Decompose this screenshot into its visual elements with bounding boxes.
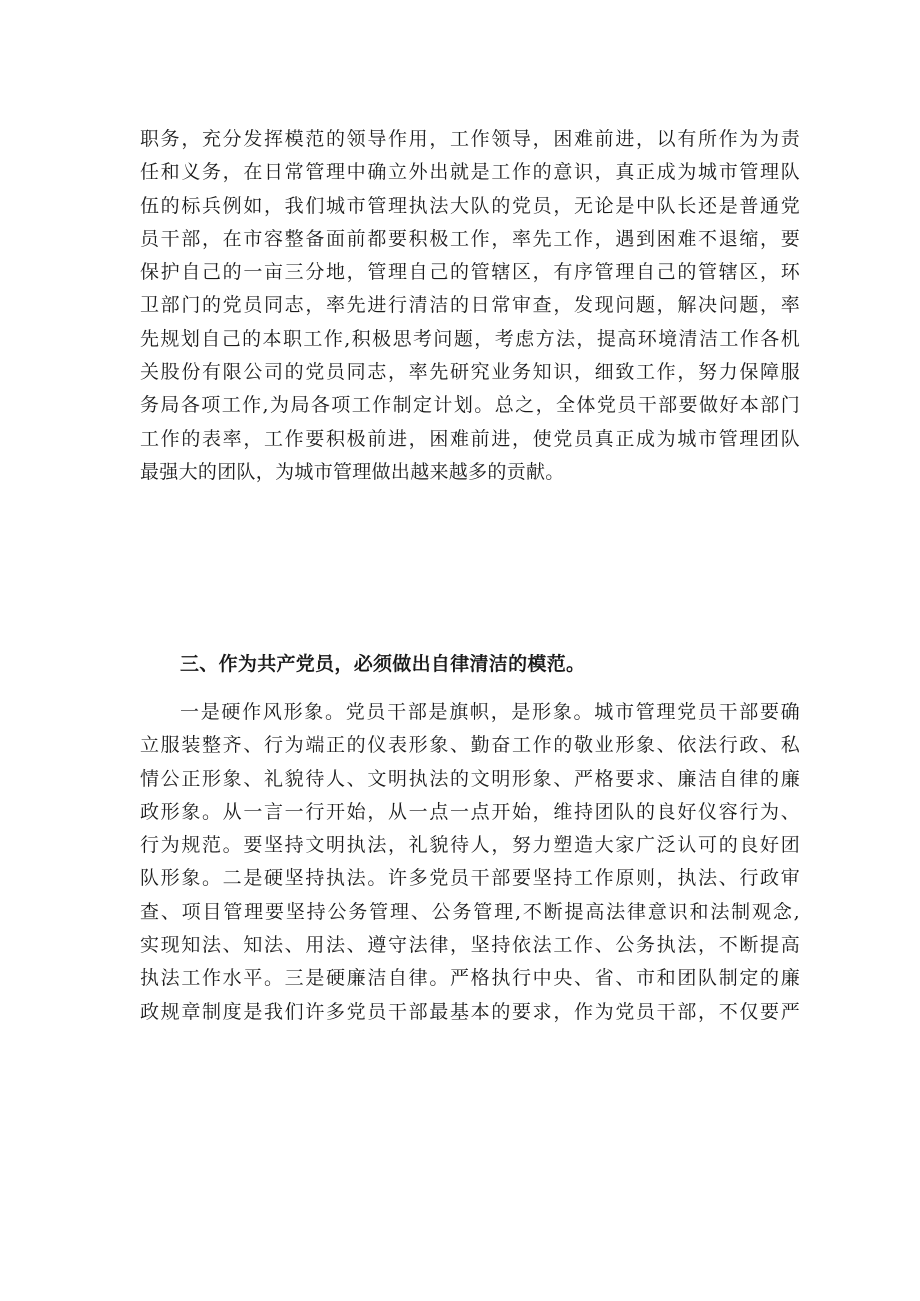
text-line: 实现知法、知法、用法、遵守法律，坚持依法工作、公务执法，不断提高	[140, 934, 800, 957]
text-line: 关股份有限公司的党员同志，率先研究业务知识，细致工作，努力保障服	[140, 361, 800, 384]
text-line: 政规章制度是我们许多党员干部最基本的要求，作为党员干部，不仅要严	[140, 1000, 800, 1023]
text-line: 职务，充分发挥模范的领导作用，工作领导，困难前进，以有所作为为责	[140, 128, 800, 150]
section-heading	[140, 648, 800, 681]
text-line: 执法工作水平。三是硬廉洁自律。严格执行中央、省、市和团队制定的廉	[140, 967, 800, 990]
text-line: 务局各项工作,为局各项工作制定计划。总之，全体党员干部要做好本部门	[140, 394, 800, 417]
text-line: 查、项目管理要坚持公务管理、公务管理,不断提高法律意识和法制观念,	[140, 900, 800, 923]
text-line: 工作的表率，工作要积极前进，困难前进，使党员真正成为城市管理团队	[140, 427, 800, 450]
paragraph-leadership	[140, 123, 800, 489]
text-line: 员干部，在市容整备面前都要积极工作，率先工作，遇到困难不退缩，要	[140, 227, 800, 250]
text-line: 立服装整齐、行为端正的仪表形象、勤奋工作的敬业形象、依法行政、私	[140, 734, 800, 757]
text-line: 先规划自己的本职工作,积极思考问题，考虑方法，提高环境清洁工作各机	[140, 327, 800, 350]
text-line: 队形象。二是硬坚持执法。许多党员干部要坚持工作原则，执法、行政审	[140, 867, 800, 890]
text-line: 行为规范。要坚持文明执法，礼貌待人，努力塑造大家广泛认可的良好团	[140, 834, 800, 857]
text-line: 任和义务，在日常管理中确立外出就是工作的意识，真正成为城市管理队	[140, 161, 800, 184]
text-line: 最强大的团队，为城市管理做出越来越多的贡献。	[140, 460, 565, 483]
text-line: 卫部门的党员同志，率先进行清洁的日常审查，发现问题，解决问题，率	[140, 294, 800, 317]
paragraph-self-discipline	[140, 696, 800, 1029]
text-line: 伍的标兵例如，我们城市管理执法大队的党员，无论是中队长还是普通党	[140, 194, 800, 217]
text-line: 政形象。从一言一行开始，从一点一点开始，维持团队的良好仪容行为、	[140, 800, 800, 823]
text-line: 一是硬作风形象。党员干部是旗帜，是形象。城市管理党员干部要确	[180, 701, 800, 723]
text-line: 情公正形象、礼貌待人、文明执法的文明形象、严格要求、廉洁自律的廉	[140, 767, 800, 790]
text-line: 保护自己的一亩三分地，管理自己的管辖区，有序管理自己的管辖区，环	[140, 261, 800, 284]
heading-three: 三、作为共产党员，必须做出自律清洁的模范。	[180, 653, 586, 675]
